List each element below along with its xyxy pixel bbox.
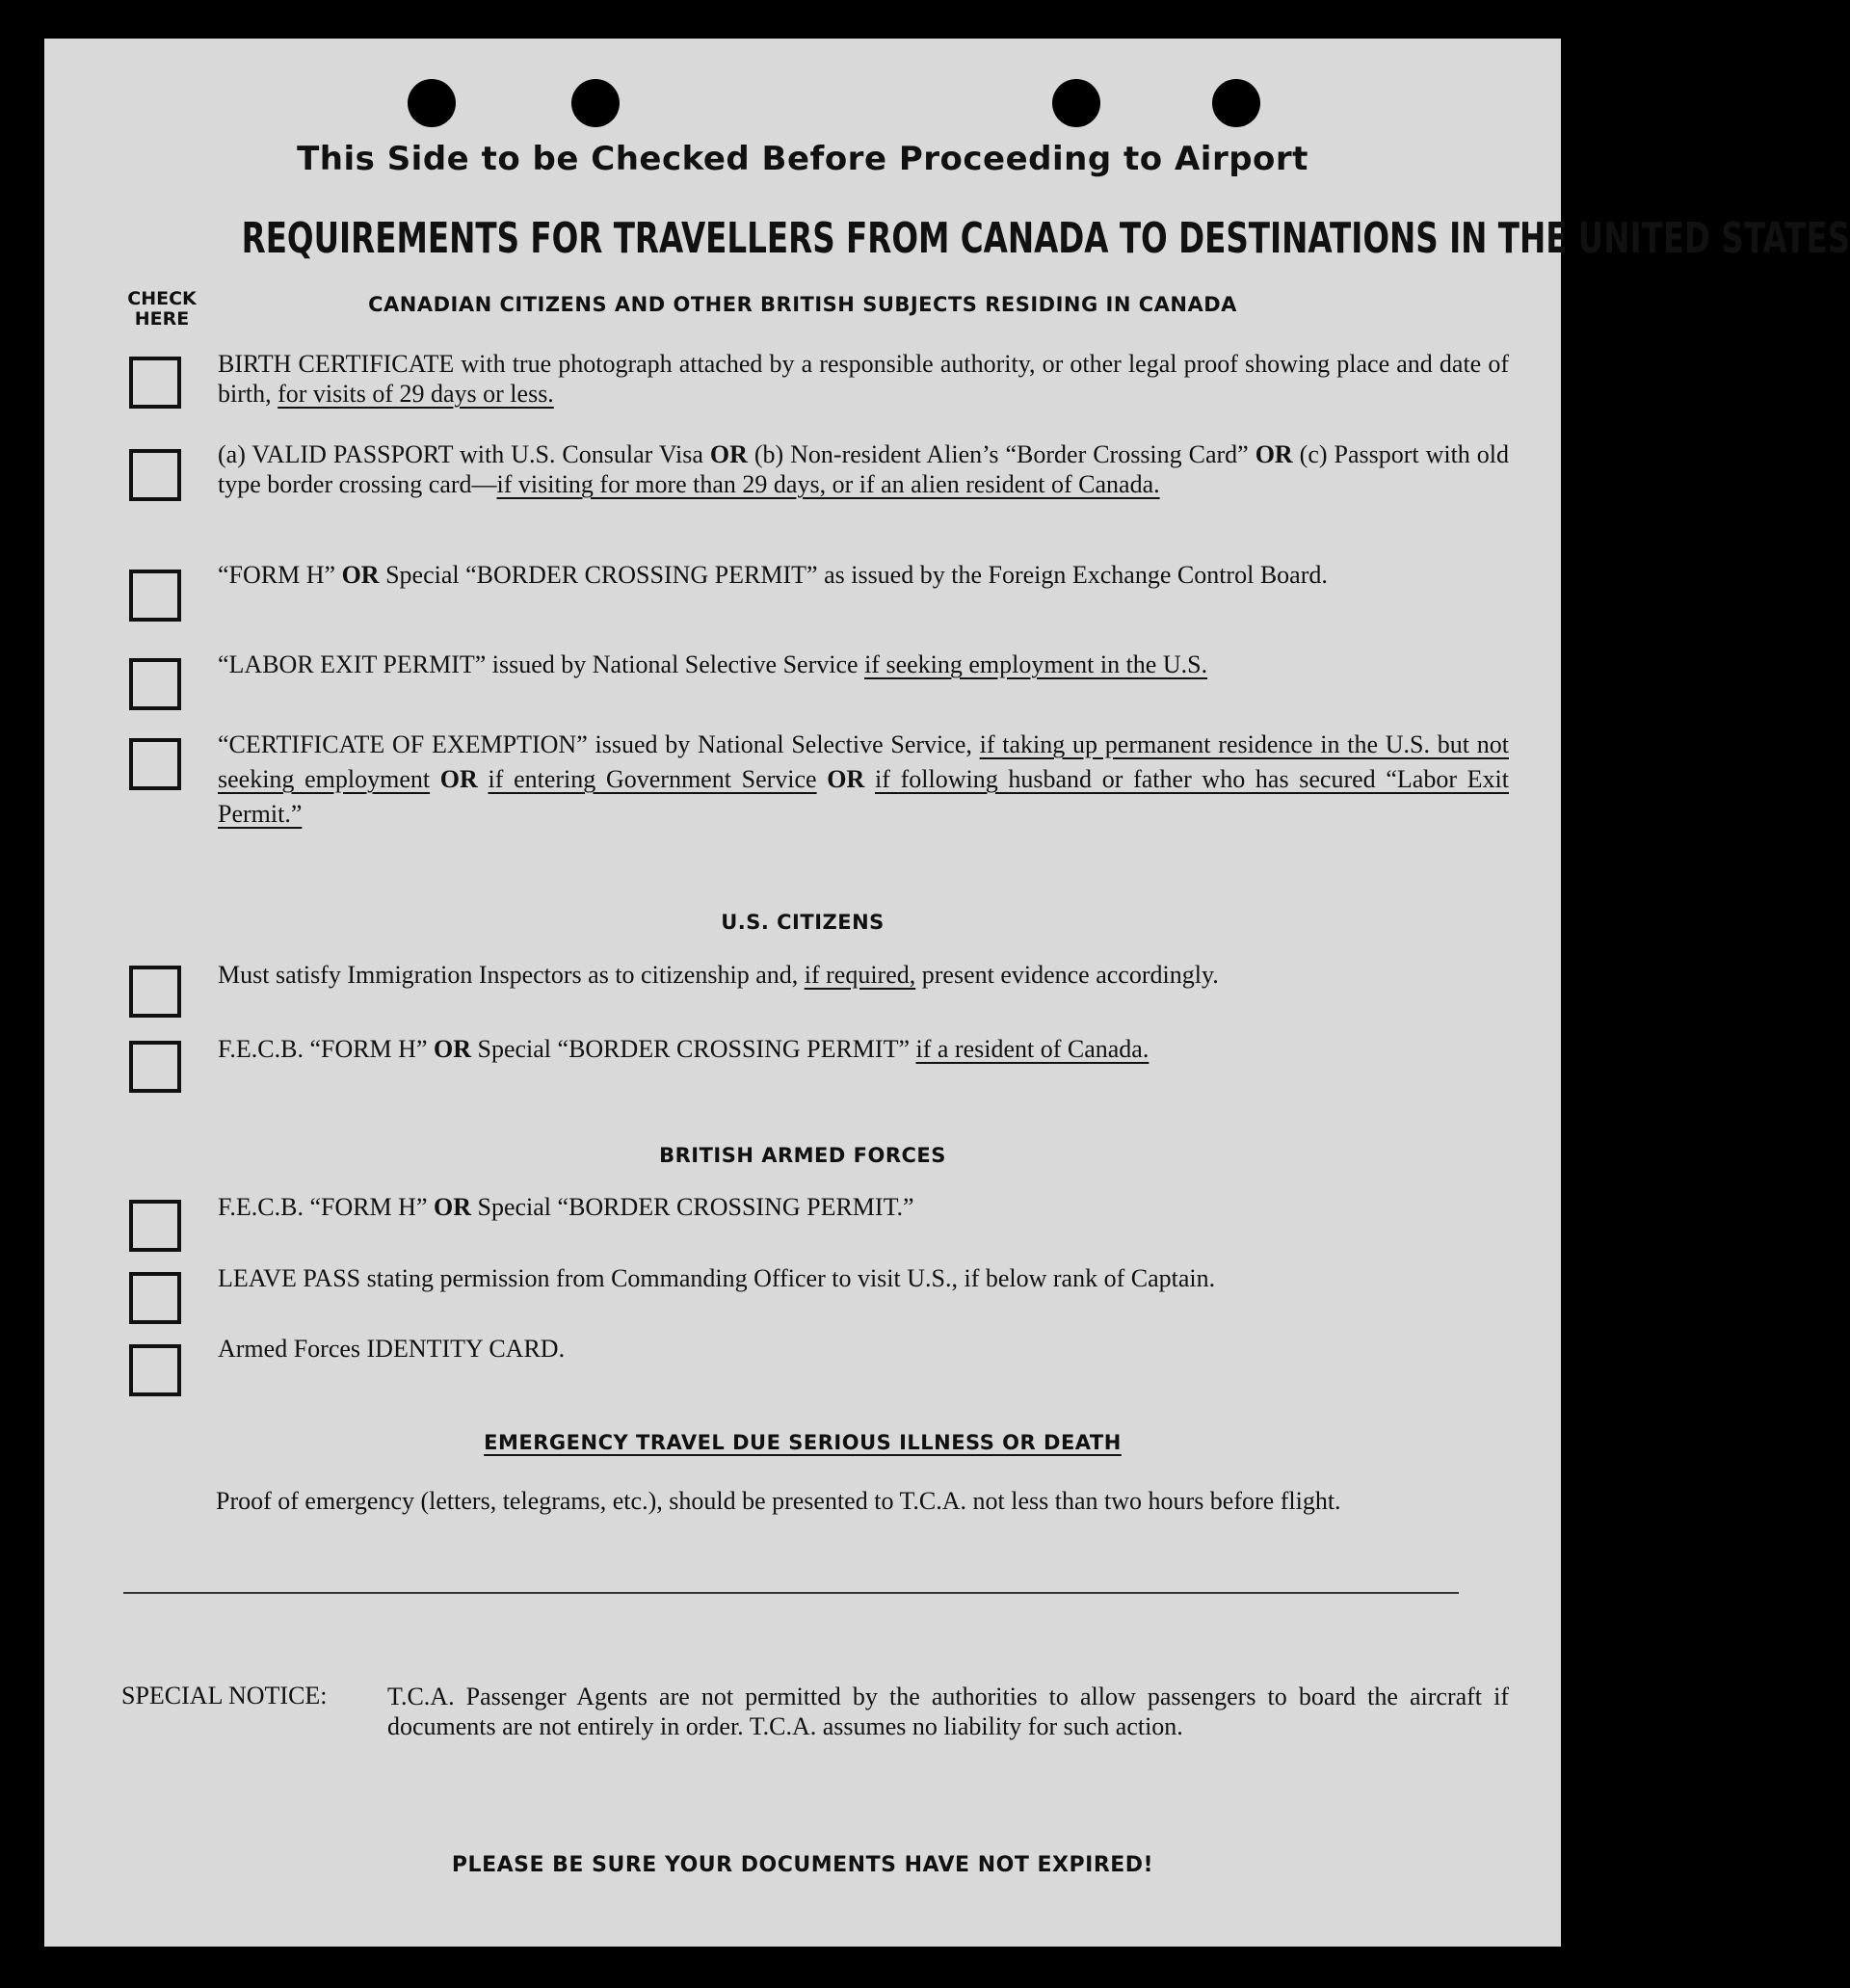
- checkbox-certificate-exemption[interactable]: [129, 738, 181, 790]
- checkbox-form-h[interactable]: [129, 570, 181, 622]
- checkbox-us-immigration[interactable]: [129, 966, 181, 1018]
- top-title: This Side to be Checked Before Proceeding to Airport: [297, 140, 1308, 178]
- item-us-form-h: F.E.C.B. “FORM H” OR Special “BORDER CROSSING PERMIT” if a resident of Canada.: [218, 1035, 1150, 1063]
- divider: [123, 1592, 1459, 1594]
- main-title: REQUIREMENTS FOR TRAVELLERS FROM CANADA TO DESTINATIONS IN THE UNITED STATES: [241, 214, 1850, 263]
- checkbox-identity-card[interactable]: [129, 1344, 181, 1396]
- section-heading-british: BRITISH ARMED FORCES: [659, 1144, 946, 1167]
- punch-hole-1: [408, 79, 456, 127]
- section-heading-us: U.S. CITIZENS: [721, 911, 885, 934]
- item-leave-pass: LEAVE PASS stating permission from Commanding Officer to visit U.S., if below rank of Captain.: [218, 1264, 1216, 1292]
- item-valid-passport: (a) VALID PASSPORT with U.S. Consular Visa OR (b) Non-resident Alien’s “Border Crossing Card” OR (c) Passport with old type border crossing card—if visiting for more than 29 days, or if an alien resident of Canada.: [218, 440, 1509, 498]
- document-page: [44, 39, 1850, 1947]
- footer-warning: PLEASE BE SURE YOUR DOCUMENTS HAVE NOT EXPIRED!: [451, 1853, 1154, 1877]
- item-certificate-exemption: “CERTIFICATE OF EXEMPTION” issued by National Selective Service, if taking up permanent residence in the U.S. but not seeking employment OR if entering Government Service OR if following husband or father who has secured “Labor Exit Permit.”: [218, 730, 1510, 828]
- item-us-immigration: Must satisfy Immigration Inspectors as to citizenship and, if required, present evidence accordingly.: [218, 961, 1219, 989]
- checkbox-birth-certificate[interactable]: [129, 357, 181, 409]
- checkbox-labor-exit-permit[interactable]: [129, 658, 181, 710]
- item-identity-card: Armed Forces IDENTITY CARD.: [218, 1335, 566, 1363]
- checkbox-us-form-h[interactable]: [129, 1041, 181, 1093]
- item-form-h: “FORM H” OR Special “BORDER CROSSING PERMIT” as issued by the Foreign Exchange Control Board.: [218, 561, 1328, 589]
- checkbox-br-form-h[interactable]: [129, 1200, 181, 1252]
- checkbox-valid-passport[interactable]: [129, 449, 181, 501]
- item-labor-exit-permit: “LABOR EXIT PERMIT” issued by National Selective Service if seeking employment in the U.S.: [218, 650, 1208, 678]
- punch-hole-3: [1052, 79, 1100, 127]
- special-notice-label: SPECIAL NOTICE:: [121, 1682, 328, 1710]
- item-br-form-h: F.E.C.B. “FORM H” OR Special “BORDER CROSSING PERMIT.”: [218, 1193, 914, 1221]
- punch-hole-4: [1212, 79, 1260, 127]
- checkbox-leave-pass[interactable]: [129, 1272, 181, 1324]
- check-here-line-1: CHECK: [127, 288, 197, 309]
- special-notice-text: T.C.A. Passenger Agents are not permitted by the authorities to allow passengers to board the aircraft if documents are not entirely in order. T.C.A. assumes no liability for such action.: [387, 1683, 1509, 1740]
- emergency-text: Proof of emergency (letters, telegrams, etc.), should be presented to T.C.A. not less than two hours before flight.: [216, 1487, 1341, 1515]
- item-birth-certificate: BIRTH CERTIFICATE with true photograph attached by a responsible authority, or other legal proof showing place and date of birth, for visits of 29 days or less.: [218, 350, 1509, 408]
- punch-hole-2: [571, 79, 620, 127]
- check-here-line-2: HERE: [134, 308, 190, 330]
- section-heading-emergency: EMERGENCY TRAVEL DUE SERIOUS ILLNESS OR DEATH: [484, 1431, 1122, 1454]
- section-heading-canadian: CANADIAN CITIZENS AND OTHER BRITISH SUBJECTS RESIDING IN CANADA: [368, 293, 1237, 316]
